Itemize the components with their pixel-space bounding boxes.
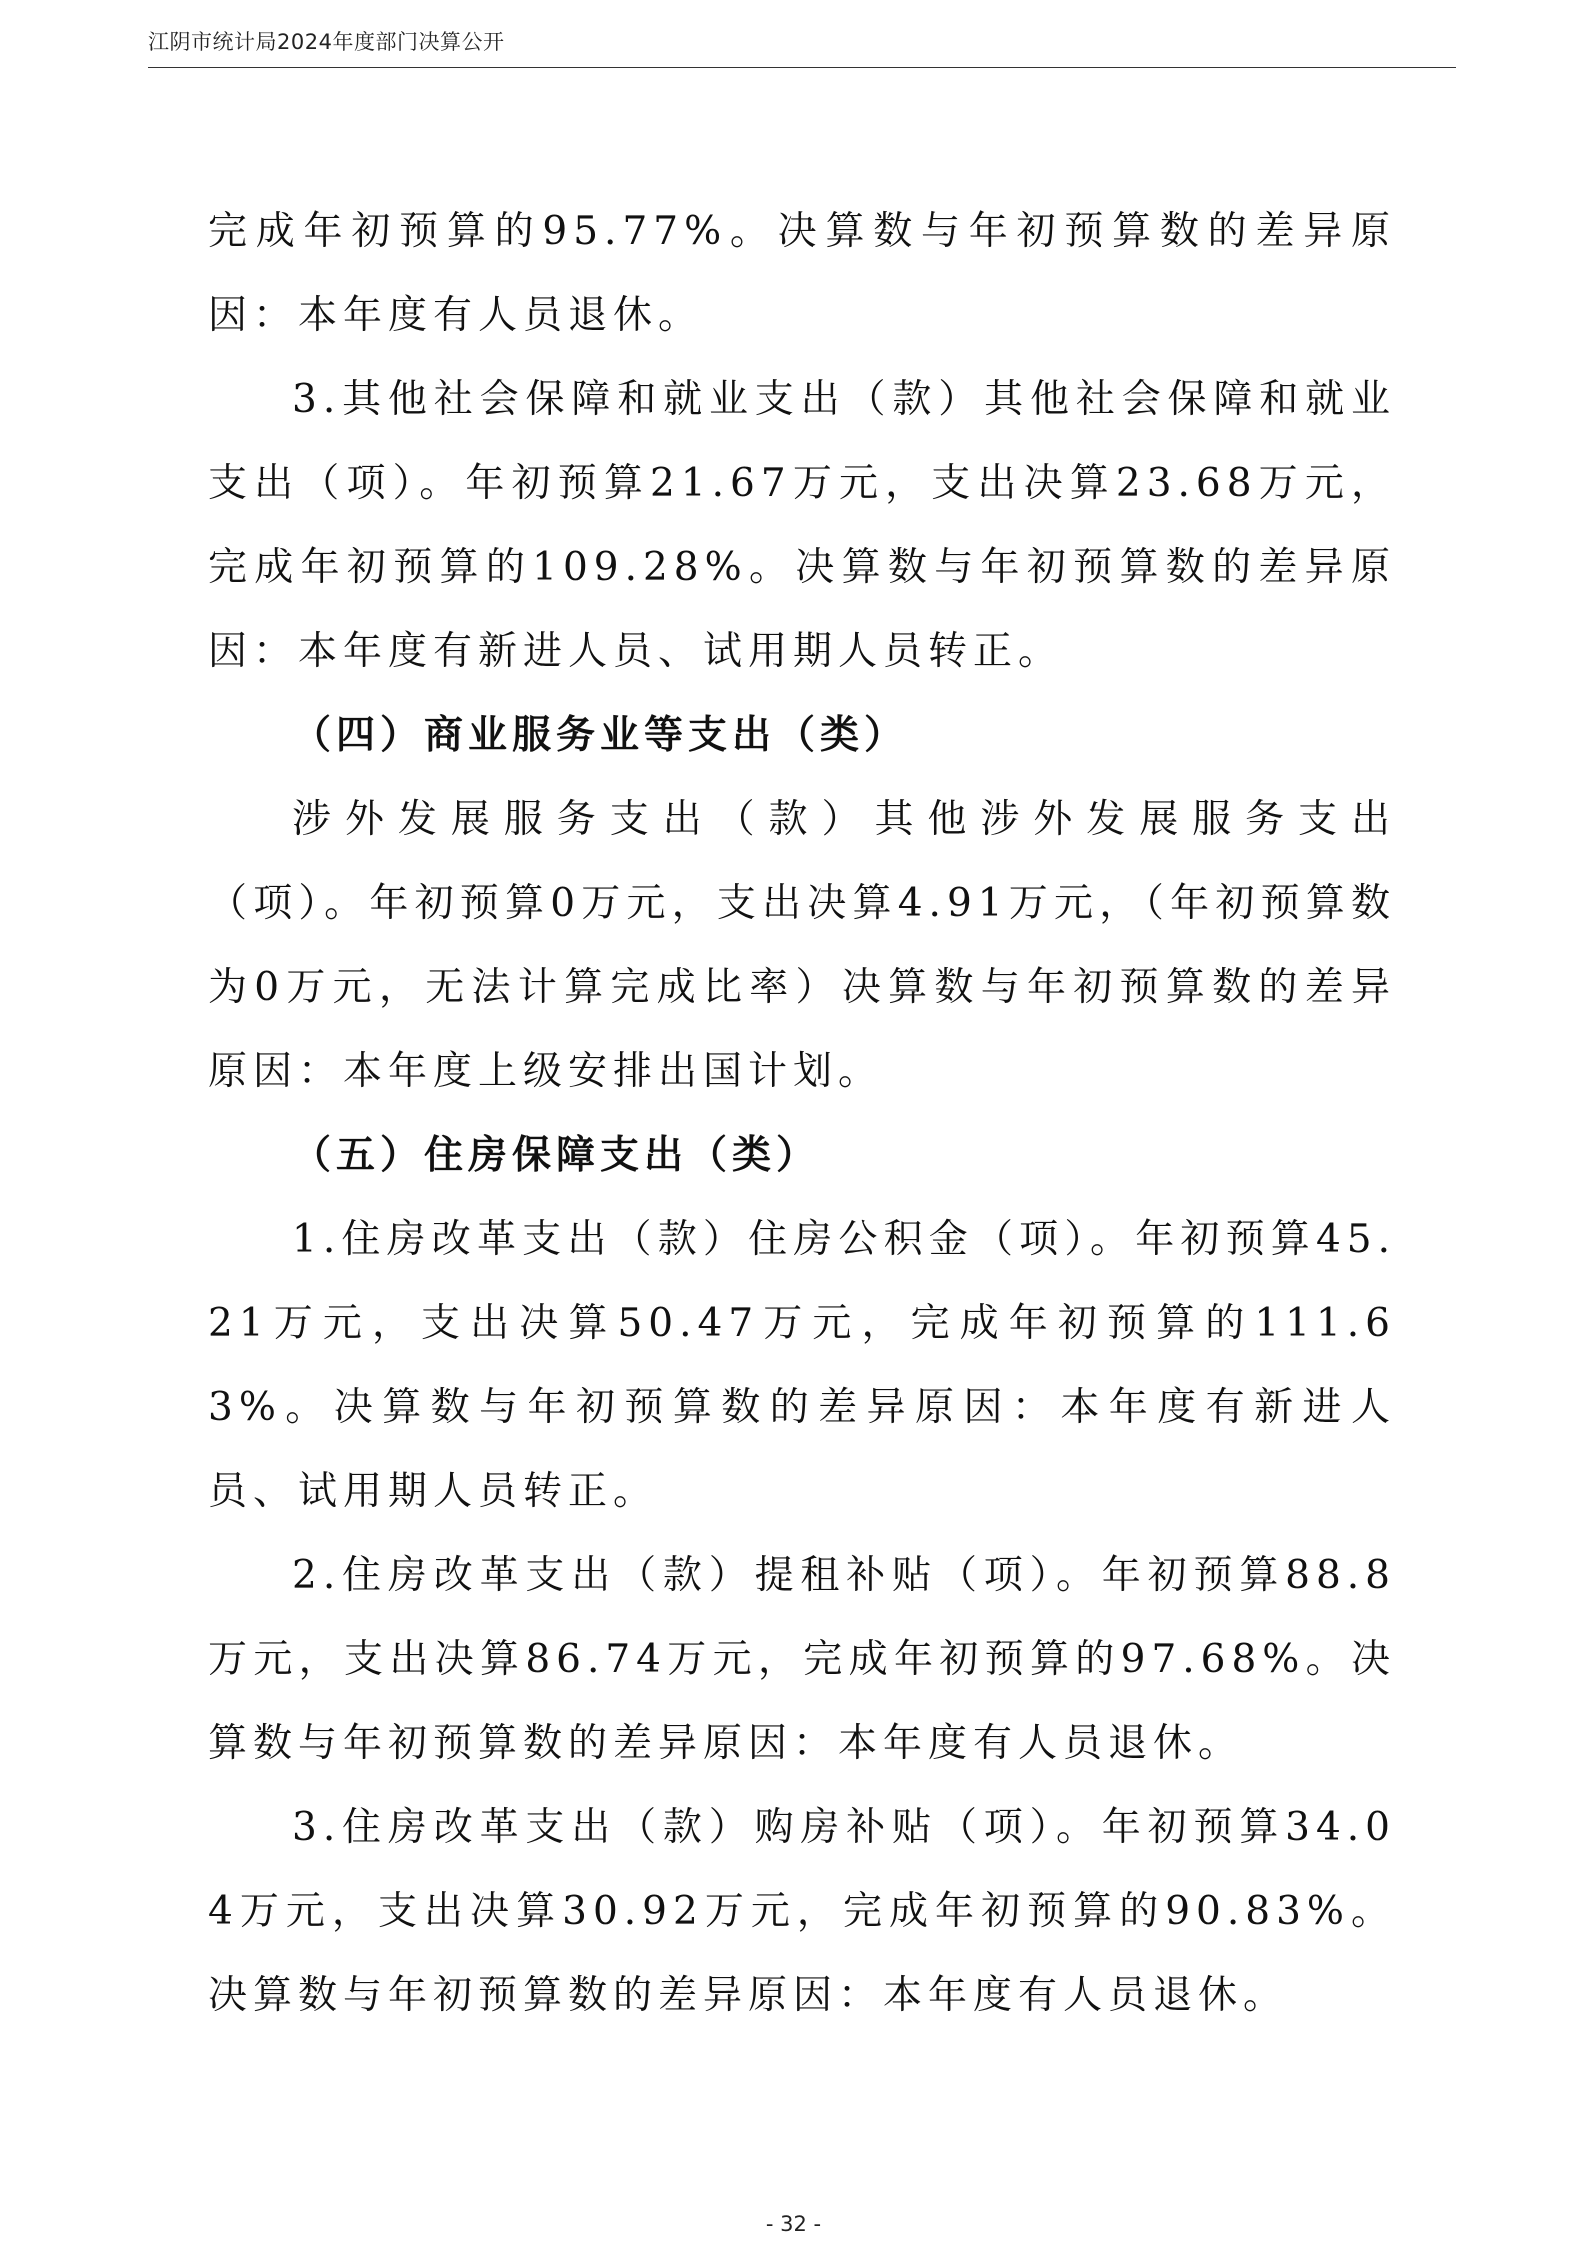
paragraph-rent-subsidy: 2.住房改革支出（款）提租补贴（项）。年初预算88.8万元，支出决算86.74万元，完成年初预算的97.68%。决算数与年初预算数的差异原因：本年度有人员退休。 bbox=[208, 1553, 1396, 1766]
header-divider bbox=[148, 67, 1456, 68]
paragraph-foreign-affairs: 涉外发展服务支出（款）其他涉外发展服务支出（项）。年初预算0万元，支出决算4.91万元，（年初预算数为0万元，无法计算完成比率）决算数与年初预算数的差异原因：本年度上级安排出国计划。 bbox=[208, 797, 1396, 1094]
paragraph-purchase-subsidy: 3.住房改革支出（款）购房补贴（项）。年初预算34.04万元，支出决算30.92万元，完成年初预算的90.83%。决算数与年初预算数的差异原因：本年度有人员退休。 bbox=[208, 1805, 1396, 2018]
document-body bbox=[208, 190, 1396, 2038]
running-header: 江阴市统计局2024年度部门决算公开 bbox=[148, 30, 505, 54]
section-heading-housing: （五）住房保障支出（类） bbox=[292, 1133, 821, 1178]
paragraph-continuation: 完成年初预算的95.77%。决算数与年初预算数的差异原因：本年度有人员退休。 bbox=[208, 209, 1396, 338]
section-heading-commerce: （四）商业服务业等支出（类） bbox=[292, 713, 909, 758]
page-number: - 32 - bbox=[765, 2212, 822, 2236]
paragraph-housing-fund: 1.住房改革支出（款）住房公积金（项）。年初预算45.21万元，支出决算50.47万元，完成年初预算的111.63%。决算数与年初预算数的差异原因：本年度有新进人员、试用期人员转正。 bbox=[208, 1217, 1396, 1514]
paragraph-other-social-security: 3.其他社会保障和就业支出（款）其他社会保障和就业支出（项）。年初预算21.67万元，支出决算23.68万元，完成年初预算的109.28%。决算数与年初预算数的差异原因：本年度有新进人员、试用期人员转正。 bbox=[208, 377, 1396, 674]
